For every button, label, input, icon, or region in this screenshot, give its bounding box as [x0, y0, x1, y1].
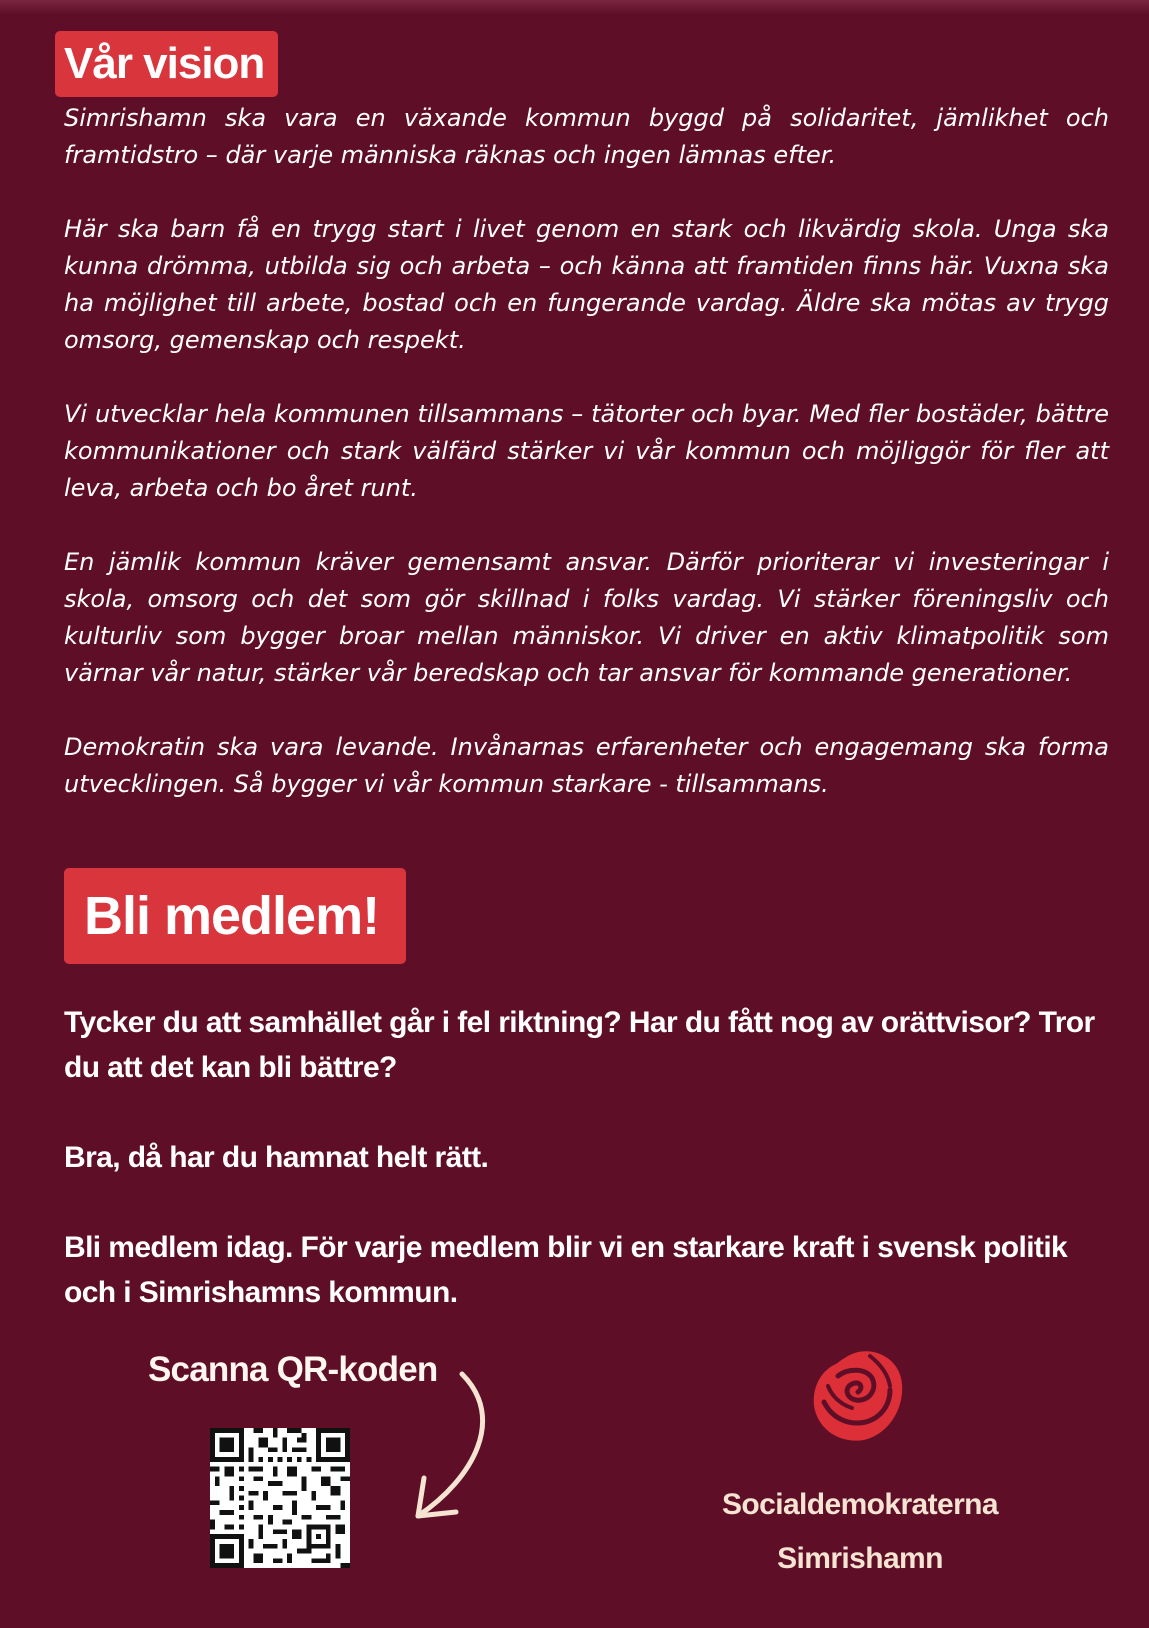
vision-paragraph-2: Här ska barn få en trygg start i livet genom en stark och likvärdig skola. Unga ska kunna drömma, utbilda sig och arbeta – och känna att framtiden finns här. Vuxna ska ha möjlighet till arbete, bostad och en fungerande vardag. Äldre ska mötas av trygg omsorg, gemenskap och respekt.	[64, 215, 1109, 354]
rose-logo-icon	[808, 1346, 908, 1446]
organization-name-line-2: Simrishamn	[777, 1542, 943, 1575]
scan-qr-label: Scanna QR-koden	[148, 1350, 438, 1389]
membership-paragraph-3: Bli medlem idag. För varje medlem blir vi en starkare kraft i svensk politik och i Simrishamns kommun.	[64, 1231, 1068, 1309]
membership-text	[64, 1000, 1114, 1360]
curved-arrow-icon	[410, 1370, 500, 1530]
membership-paragraph-2: Bra, då har du hamnat helt rätt.	[64, 1141, 489, 1174]
vision-paragraph-3: Vi utvecklar hela kommunen tillsammans – tätorter och byar. Med fler bostäder, bättre kommunikationer och stark välfärd stärker vi vår kommun och möjliggör för fler att leva, arbeta och bo året runt.	[64, 400, 1109, 502]
vision-paragraph-1: Simrishamn ska vara en växande kommun byggd på solidaritet, jämlikhet och framtidstro – där varje människa räknas och ingen lämnas efter.	[64, 104, 1109, 169]
membership-heading: Bli medlem!	[64, 868, 406, 964]
vision-paragraph-5: Demokratin ska vara levande. Invånarnas erfarenheter och engagemang ska forma utvecklingen. Så bygger vi vår kommun starkare - tillsammans.	[64, 733, 1109, 798]
organization-name	[690, 1478, 1030, 1586]
top-shade	[0, 0, 1149, 14]
membership-paragraph-1: Tycker du att samhället går i fel riktning? Har du fått nog av orättvisor? Tror du att det kan bli bättre?	[64, 1006, 1095, 1084]
qr-code[interactable]	[210, 1428, 350, 1568]
organization-name-line-1: Socialdemokraterna	[722, 1488, 998, 1521]
vision-heading: Vår vision	[55, 31, 278, 97]
vision-paragraph-4: En jämlik kommun kräver gemensamt ansvar. Därför prioriterar vi investeringar i skola, omsorg och det som gör skillnad i folks vardag. Vi stärker föreningsliv och kulturliv som bygger broar mellan människor. Vi driver en aktiv klimatpolitik som värnar vår natur, stärker vår beredskap och tar ansvar för kommande generationer.	[64, 548, 1109, 687]
vision-text	[64, 100, 1109, 840]
